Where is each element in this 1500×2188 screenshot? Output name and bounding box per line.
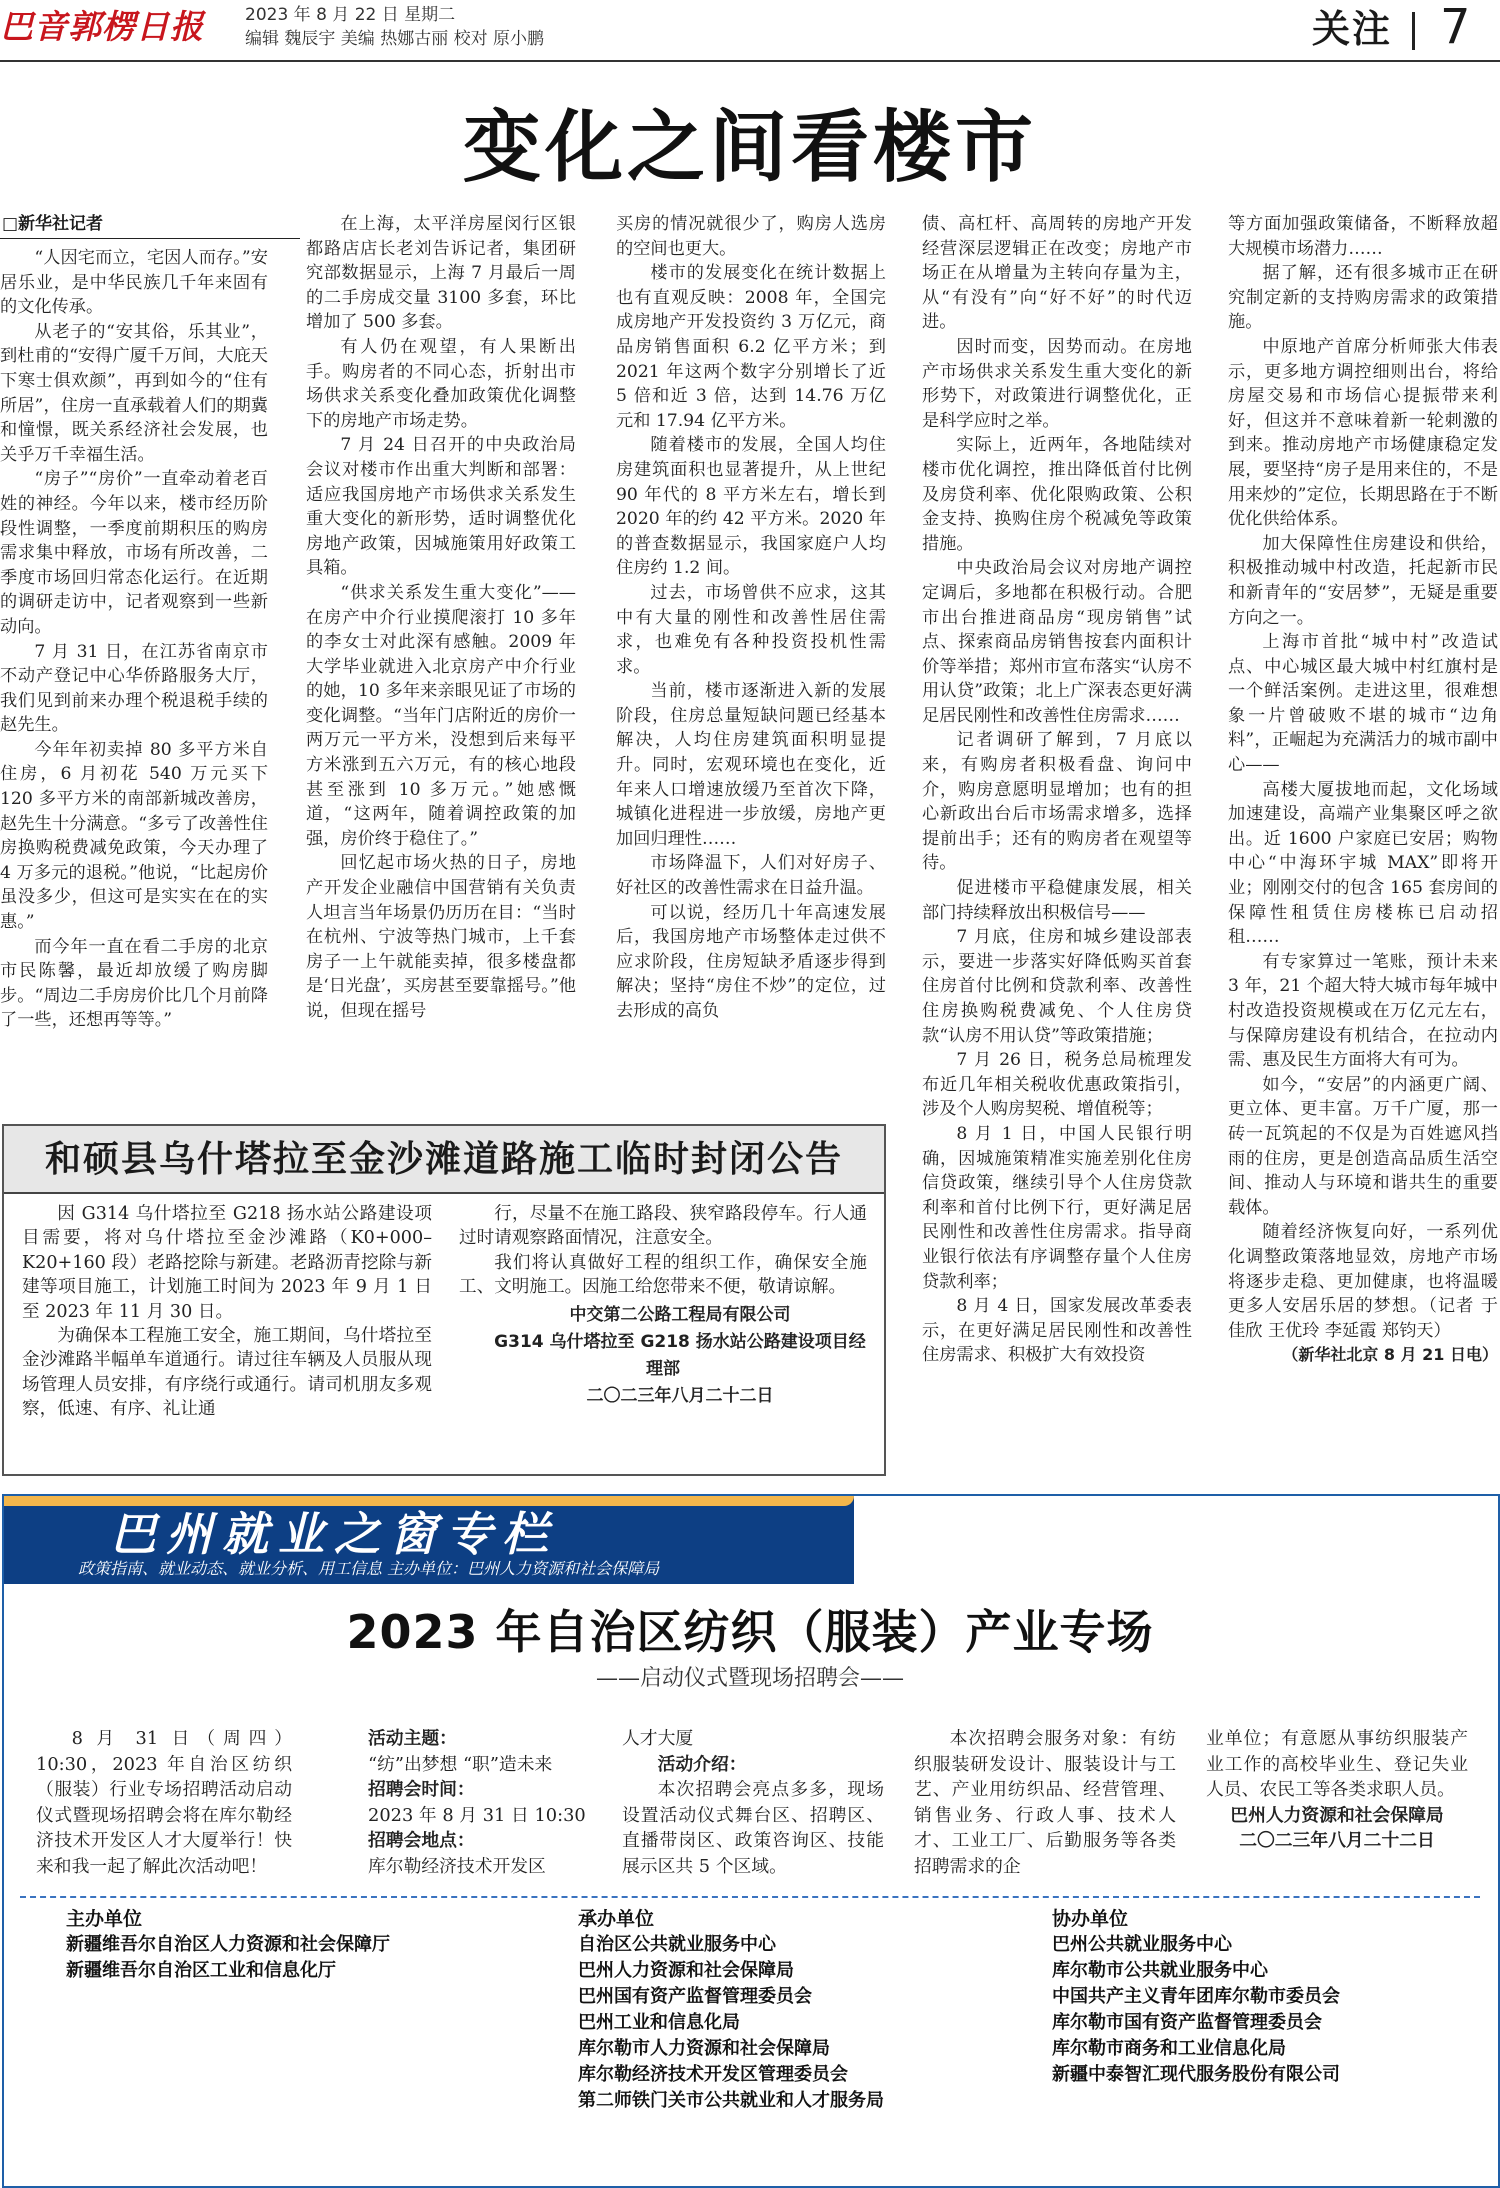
host-org: 新疆维吾尔自治区工业和信息化厅 [66,1960,336,1981]
paragraph: 因时而变，因势而动。在房地产市场供求关系发生重大变化的新形势下，对政策进行调整优化，正是科学应时之举。 [922,336,1192,431]
undertake-org: 自治区公共就业服务中心 [578,1934,776,1955]
paragraph: “人因宅而立，宅因人而存。”安居乐业，是中华民族几千年来固有的文化传承。 [0,248,268,318]
issuer-org: 巴州人力资源和社会保障局 [1230,1804,1444,1826]
paragraph: 7 月底，住房和城乡建设部表示，要进一步落实好降低购买首套住房首付比例和贷款利率、改善性住房换购税费减免、个人住房贷款“认房不用认贷”等政策措施； [922,927,1192,1046]
page-number: 7 [1440,0,1471,55]
assist-org: 中国共产主义青年团库尔勒市委员会 [1052,1986,1340,2007]
theme-label: 活动主题： [368,1728,457,1749]
paragraph: 可以说，经历几十年高速发展后，我国房地产市场整体走过供不应求阶段，住房短缺矛盾逐步得到解决；坚持“房住不炒”的定位，过去形成的高负 [616,902,886,1021]
article-column-1 [0,246,268,1033]
staff-credits: 编辑 魏辰宇 美编 热娜古丽 校对 原小鹏 [245,29,545,49]
paragraph: 7 月 26 日，税务总局梳理发布近几年相关税收优惠政策指引，涉及个人购房契税、增值税等； [922,1050,1192,1120]
section-name: 关注 [1312,7,1393,51]
paragraph: 促进楼市平稳健康发展，相关部门持续释放出积极信号—— [922,878,1192,923]
dashed-divider [20,1896,1480,1898]
paragraph: 当前，楼市逐渐进入新的发展阶段，住房总量短缺问题已经基本解决，人均住房建筑面积明显提升。同时，宏观环境也在变化，近年来人口增速放缓乃至首次下降，城镇化进程进一步放缓，房地产更加回归理性…… [616,681,886,849]
host-org: 新疆维吾尔自治区人力资源和社会保障厅 [66,1934,390,1955]
assist-org: 库尔勒市商务和工业信息化局 [1052,2038,1286,2059]
notice-signer-project: G314 乌什塔拉至 G218 扬水站公路建设项目经理部 [494,1331,866,1379]
assist-org: 库尔勒市国有资产监督管理委员会 [1052,2012,1322,2033]
notice-paragraph: 为确保本工程施工安全，施工期间，乌什塔拉至金沙滩路半幅单车道通行。请过往车辆及人员服从现场管理人员安排，有序绕行或通行。请司机朋友多观察，低速、有序、礼让通 [22,1326,432,1420]
paragraph: 而今年一直在看二手房的北京市民陈馨，最近却放缓了购房脚步。“周边二手房房价比几个月前降了一些，还想再等等。” [0,936,268,1031]
paragraph: “房子”“房价”一直牵动着老百姓的神经。今年以来，楼市经历阶段性调整，一季度前期积压的购房需求集中释放，市场有所改善，二季度市场回归常态化运行。在近期的调研走访中，记者观察到一些新动向。 [0,469,268,637]
intro-label: 活动介绍： [657,1753,747,1775]
byline-underline [0,238,300,239]
host-organizers [66,1906,486,1984]
notice-paragraph: 行，尽量不在施工路段、狭窄路段停车。行人通过时请观察路面情况，注意安全。 [459,1204,867,1249]
time-label: 招聘会时间： [368,1779,475,1801]
paragraph: 8 月 4 日，国家发展改革委表示，在更好满足居民刚性和改善性住房需求、积极扩大有效投资 [922,1296,1192,1366]
undertake-org: 库尔勒经济技术开发区管理委员会 [578,2064,848,2085]
paragraph: 随着楼市的发展，全国人均住房建筑面积也显著提升，从上世纪 90 年代的 8 平方米左右，增长到 2020 年的约 42 平方米。2020 年的普查数据显示，我国家庭户人均住房约 1.2 间。 [616,435,886,579]
paragraph: 7 月 31 日，在江苏省南京市不动产登记中心华侨路服务大厅，我们见到前来办理个税退税手续的赵先生。 [0,641,268,736]
byline: □新华社记者 [2,214,104,234]
article-column-4 [922,212,1192,1368]
assist-org: 库尔勒市公共就业服务中心 [1052,1960,1268,1981]
undertake-label: 承办单位 [578,1908,655,1930]
undertaking-organizers [578,1906,998,2114]
paragraph: 过去，市场曾供不应求，这其中有大量的刚性和改善性居住需求，也难免有各种投资投机性需求。 [616,582,886,677]
assisting-organizers [1052,1906,1472,2088]
notice-paragraph: 我们将认真做好工程的组织工作，确保安全施工、文明施工。因施工给您带来不便，敬请谅解。 [459,1252,867,1298]
article-column-5 [1228,212,1498,1368]
assist-org: 新疆中泰智汇现代服务股份有限公司 [1052,2064,1340,2085]
paragraph: 今年年初卖掉 80 多平方米自住房，6 月初花 540 万元买下 120 多平方米的南部新城改善房，赵先生十分满意。“多亏了改善性住房换购税费减免政策，今天办理了 4 万多元的退税。”他说，“比起房价虽没多少，但这可是实实在在的实惠。” [0,739,268,933]
undertake-org: 库尔勒市人力资源和社会保障局 [578,2038,830,2059]
notice-signer-company: 中交第二公路工程局有限公司 [569,1304,791,1325]
audience-text: 本次招聘会服务对象：有纺织服装研发设计、服装设计与工艺、产业用纺织品、经营管理、销售业务、行政人事、技术人才、工业工厂、后勤服务等各类招聘需求的企 [914,1728,1176,1877]
notice-right-column [459,1202,867,1410]
masthead-rule [0,60,1500,62]
undertake-org: 巴州人力资源和社会保障局 [578,1960,794,1981]
paragraph: 7 月 24 日召开的中央政治局会议对楼市作出重大判断和部署：适应我国房地产市场供求关系发生重大变化的新形势，适时调整优化房地产政策，因城施策用好政策工具箱。 [306,435,576,579]
paragraph: 中央政治局会议对房地产调控定调后，多地都在积极行动。合肥市出台推进商品房“现房销售”试点、探索商品房销售按套内面积计价等举措；郑州市宣布落实“认房不用认贷”政策；北上广深表态更好满足居民刚性和改善性住房需求…… [922,558,1192,726]
paragraph: 8 月 1 日，中国人民银行明确，因城施策精准实施差别化住房信贷政策，继续引导个人住房贷款利率和首付比例下行，更好满足居民刚性和改善性住房需求。指导商业银行依法有序调整存量个人住房贷款利率； [922,1123,1192,1292]
time-value: 2023 年 8 月 31 日 10:30 [368,1804,586,1826]
fair-intro: 8 月 31 日（周四）10:30，2023 年自治区纺织（服装）行业专场招聘活动启动仪式暨现场招聘会将在库尔勒经济技术开发区人才大厦举行！快来和我一起了解此次活动吧！ [36,1728,292,1877]
fair-info-column [368,1726,594,1880]
banner-subtitle: 政策指南、就业动态、就业分析、用工信息 主办单位：巴州人力资源和社会保障局 [78,1559,660,1578]
paragraph: 买房的情况就很少了，购房人选房的空间也更大。 [616,214,886,259]
host-label: 主办单位 [66,1908,143,1930]
undertake-org: 第二师铁门关市公共就业和人才服务局 [578,2090,884,2111]
notice-title: 和硕县乌什塔拉至金沙滩道路施工临时封闭公告 [4,1126,884,1194]
paragraph: 加大保障性住房建设和供给，积极推动城中村改造，托起新市民和新青年的“安居梦”，无疑是重要方向之一。 [1228,533,1498,628]
paragraph: 中原地产首席分析师张大伟表示，更多地方调控细则出台，将给房屋交易和市场信心提振带来利好，但这并不意味着新一轮刺激的到来。推动房地产市场健康稳定发展，要坚持“房子是用来住的，不是用来炒的”定位，长期思路在于不断优化供给体系。 [1228,336,1498,530]
headline: 变化之间看楼市 [462,103,1037,193]
paragraph: 实际上，近两年，各地陆续对楼市优化调控，推出降低首付比例及房贷利率、优化限购政策、公积金支持、换购住房个税减免等政策措施。 [922,435,1192,554]
newspaper-logo: 巴音郭楞日报 [0,7,204,46]
paragraph: “供求关系发生重大变化”——在房产中介行业摸爬滚打 10 多年的李女士对此深有感触。2009 年大学毕业就进入北京房产中介行业的她，10 多年来亲眼见证了市场的变化调整。“当年门店附近的房价一两万元一平方米，没想到后来每平方米涨到五六万元，有的核心地段甚至涨到 10 多万元。”她感慨道，“这两年，随着调控政策的加强，房价终于稳住了。” [306,582,576,849]
undertake-org: 巴州国有资产监督管理委员会 [578,1986,812,2007]
fair-detail-column [622,1726,884,1880]
paragraph: 随着经济恢复向好，一系列优化调整政策落地显效，房地产市场将逐步走稳、更加健康，也将温暖更多人安居乐居的梦想。（记者 于佳欣 王优玲 李延霞 郑钧天） [1228,1222,1498,1341]
place-label: 招聘会地点： [368,1830,475,1852]
masthead [0,0,1500,62]
theme-value: “纺”出梦想 “职”造未来 [368,1753,553,1775]
paragraph: 记者调研了解到，7 月底以来，有购房者积极看盘、询问中介，购房意愿明显增加；也有的担心新政出台后市场需求增多，选择提前出手；还有的购房者在观望等待。 [922,730,1192,874]
intro-text: 本次招聘会亮点多多，现场设置活动仪式舞台区、招聘区、直播带岗区、政策咨询区、技能展示区共 5 个区域。 [622,1779,884,1877]
paragraph: 债、高杠杆、高周转的房地产开发经营深层逻辑正在改变；房地产市场正在从增量为主转向存量为主，从“有没有”向“好不好”的时代迈进。 [922,214,1192,333]
section-divider [1412,12,1415,50]
dateline-credit: （新华社北京 8 月 21 日电） [1282,1345,1498,1365]
paragraph: 有专家算过一笔账，预计未来 3 年，21 个超大特大城市每年城中村改造投资规模或在万亿元左右，与保障房建设有机结合，在拉动内需、惠及民生方面将大有可为。 [1228,951,1498,1071]
paragraph: 高楼大厦拔地而起，文化场域加速建设，高端产业集聚区呼之欲出。近 1600 户家庭已安居；购物中心“中海环宇城 MAX”即将开业；刚刚交付的包含 165 套房间的保障性租赁住房楼栋已启动招租…… [1228,779,1498,948]
paragraph: 等方面加强政策储备，不断释放超大规模市场潜力…… [1228,214,1498,259]
paragraph: 楼市的发展变化在统计数据上也有直观反映：2008 年，全国完成房地产开发投资约 3 万亿元，商品房销售面积 6.2 亿平方米；到 2021 年这两个数字分别增长了近 5 倍和近 3 倍，达到 14.76 万亿元和 17.94 亿平方米。 [616,263,886,431]
article-column-3 [616,212,886,1024]
fair-audience-column-2 [1206,1726,1468,1854]
paragraph: 上海市首批“城中村”改造试点、中心城区最大城中村红旗村是一个鲜活案例。走进这里，很难想象一片曾破败不堪的城市“边角料”，正崛起为充满活力的城市副中心—— [1228,632,1498,776]
assist-org: 巴州公共就业服务中心 [1052,1934,1232,1955]
issue-date: 2023 年 8 月 22 日 星期二 [245,5,456,25]
assist-label: 协办单位 [1052,1908,1129,1930]
article-column-2 [306,212,576,1024]
employment-banner [4,1496,854,1584]
undertake-org: 巴州工业和信息化局 [578,2012,740,2033]
fair-title: 2023 年自治区纺织（服装）产业专场 [346,1605,1154,1659]
paragraph: 如今，“安居”的内涵更广阔、更立体、更丰富。万千广厦，那一砖一瓦筑起的不仅是为百姓遮风挡雨的住房，更是创造高品质生活空间、推动人与环境和谐共生的重要载体。 [1228,1074,1498,1218]
paragraph: 据了解，还有很多城市正在研究制定新的支持购房需求的政策措施。 [1228,263,1498,333]
fair-intro-column [36,1726,292,1880]
paragraph: 从老子的“安其俗，乐其业”，到杜甫的“安得广厦千万间，大庇天下寒士俱欢颜”，再到如今的“住有所居”，住房一直承载着人们的期冀和憧憬，既关系经济社会发展，也关乎万千幸福生活。 [0,321,268,465]
paragraph: 有人仍在观望，有人果断出手。购房者的不同心态，折射出市场供求关系变化叠加政策优化调整下的房地产市场走势。 [306,336,576,431]
issue-date-fair: 二〇二三年八月二十二日 [1239,1830,1435,1852]
banner-title: 巴州就业之窗专栏 [110,1507,558,1561]
place-value-continued: 人才大厦 [622,1728,694,1749]
audience-text-continued: 业单位；有意愿从事纺织服装产业工作的高校毕业生、登记失业人员、农民工等各类求职人员。 [1206,1728,1468,1801]
fair-subtitle: ——启动仪式暨现场招聘会—— [595,1666,904,1691]
notice-date: 二〇二三年八月二十二日 [586,1385,774,1406]
paragraph: 在上海，太平洋房屋闵行区银都路店店长老刘告诉记者，集团研究部数据显示，上海 7 月最后一周的二手房成交量 3100 多套，环比增加了 500 多套。 [306,214,576,333]
paragraph: 市场降温下，人们对好房子、好社区的改善性需求在日益升温。 [616,853,886,899]
road-closure-notice [2,1124,886,1476]
fair-audience-column [914,1726,1176,1880]
paragraph: 回忆起市场火热的日子，房地产开发企业融信中国营销有关负责人坦言当年场景仍历历在目：“当时在杭州、宁波等热门城市，上千套房子一上午就能卖掉，很多楼盘都是‘日光盘’，买房甚至要靠摇号。”他说，但现在摇号 [306,853,576,1021]
notice-left-column [22,1202,432,1422]
place-value: 库尔勒经济技术开发区 [368,1855,546,1877]
notice-paragraph: 因 G314 乌什塔拉至 G218 扬水站公路建设项目需要，将对乌什塔拉至金沙滩路（K0+000–K20+160 段）老路挖除与新建。老路沥青挖除与新建等项目施工，计划施工时间为 2023 年 9 月 1 日至 2023 年 11 月 30 日。 [22,1204,432,1322]
